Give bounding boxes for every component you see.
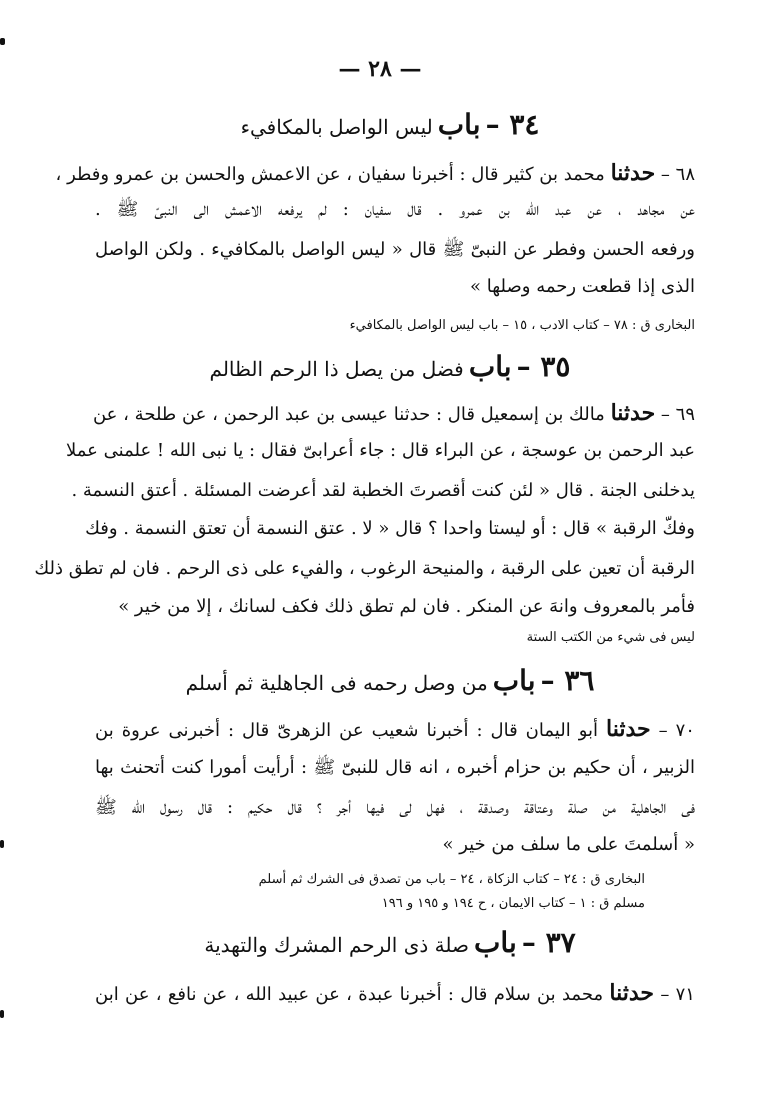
chapter-number: ٣٧ – (521, 926, 576, 959)
hadith-number: ٧١ – (660, 984, 695, 1005)
chapter-heading (90, 926, 690, 959)
hadith-reference: ليس فى شيء من الكتب الستة (526, 630, 695, 645)
hadith-text: أبو اليمان قال : أخبرنا شعيب عن الزهرىّ قال : أخبرنى عروة بن (95, 720, 598, 741)
hadith-line: الزبير ، أن حكيم بن حزام أخبره ، انه قال للنبىّ ﷺ : أرأيت أمورا كنت أتحنث بها (95, 757, 695, 778)
chapter-number: ٣٦ – (540, 664, 595, 697)
hadith-line: يدخلنى الجنة . قال « لئن كنت أقصرتَ الخطبة لقد أعرضت المسئلة . أعتق النسمة . (71, 480, 695, 501)
hadith-word: حدثنا (610, 400, 656, 426)
hadith-line: فى الجاهلية من صلة وعتاقة وصدقة ، فهل لى فيها أجر ؟ قال حكيم : قال رسول الله ﷺ (95, 797, 695, 818)
scan-mark (0, 840, 4, 848)
hadith-line: الرقبة أن تعين على الرقبة ، والمنيحة الرغوب ، والفيء على ذى الرحم . فان لم تطق ذلك (34, 558, 695, 579)
scan-mark (0, 38, 5, 45)
hadith-line: الذى إذا قطعت رحمه وصلها » (470, 276, 695, 297)
chapter-heading (90, 350, 690, 383)
hadith-line (55, 160, 695, 186)
hadith-text: محمد بن سلام قال : أخبرنا عبدة ، عن عبيد الله ، عن نافع ، عن ابن (95, 984, 604, 1005)
hadith-reference: مسلم ق : ١ – كتاب الايمان ، ح ١٩٤ و ١٩٥ و ١٩٦ (381, 896, 645, 911)
hadith-word: حدثنا (610, 160, 656, 186)
scan-mark (0, 1010, 4, 1018)
chapter-label: باب (468, 350, 512, 383)
chapter-label: باب (474, 926, 517, 959)
hadith-reference: البخارى ق : ٢٤ – كتاب الزكاة ، ٢٤ – باب من تصدق فى الشرك ثم أسلم (258, 872, 645, 887)
hadith-number: ٦٨ – (660, 164, 695, 185)
chapter-number: ٣٥ – (516, 350, 571, 383)
chapter-title: صلة ذى الرحم المشرك والتهدية (204, 933, 469, 957)
hadith-text: محمد بن كثير قال : أخبرنا سفيان ، عن الاعمش والحسن بن عمرو وفطر ، (55, 164, 605, 185)
hadith-line: وفكّ الرقبة » قال : أو ليستا واحدا ؟ قال « لا . عتق النسمة أن تعتق النسمة . وفك (85, 518, 695, 539)
chapter-title: ليس الواصل بالمكافيء (240, 115, 433, 139)
chapter-number: ٣٤ – (485, 108, 540, 141)
chapter-title: فضل من يصل ذا الرحم الظالم (209, 357, 464, 381)
hadith-line: فأمر بالمعروف وانهَ عن المنكر . فان لم تطق ذلك فكف لسانك ، إلا من خير » (118, 596, 695, 617)
hadith-text: مالك بن إسمعيل قال : حدثنا عيسى بن عبد الرحمن ، عن طلحة ، عن (92, 404, 605, 425)
hadith-reference: البخارى ق : ٧٨ – كتاب الادب ، ١٥ – باب ليس الواصل بالمكافيء (349, 318, 695, 333)
chapter-label: باب (492, 664, 536, 697)
hadith-line: عن مجاهد ، عن عبد الله بن عمرو . قال سفيان : لم يرفعه الاعمش الى النبىّ ﷺ . (95, 199, 695, 220)
hadith-line (95, 980, 695, 1006)
chapter-label: باب (437, 108, 481, 141)
chapter-title: من وصل رحمه فى الجاهلية ثم أسلم (185, 671, 488, 695)
hadith-line (92, 400, 695, 426)
hadith-line: ورفعه الحسن وفطر عن النبىّ ﷺ قال « ليس الواصل بالمكافيء . ولكن الواصل (95, 239, 695, 260)
hadith-line (95, 716, 695, 742)
chapter-heading (90, 108, 690, 141)
hadith-word: حدثنا (606, 716, 651, 742)
page-number: — ٢٨ — (338, 56, 422, 82)
hadith-line: « أسلمتَ على ما سلف من خير » (442, 834, 695, 855)
hadith-number: ٦٩ – (660, 404, 695, 425)
chapter-heading (90, 664, 690, 697)
hadith-word: حدثنا (609, 980, 655, 1006)
hadith-line: عبد الرحمن بن عوسجة ، عن البراء قال : جاء أعرابىّ فقال : يا نبى الله ! علمنى عملا (66, 440, 695, 461)
hadith-number: ٧٠ – (658, 720, 695, 741)
